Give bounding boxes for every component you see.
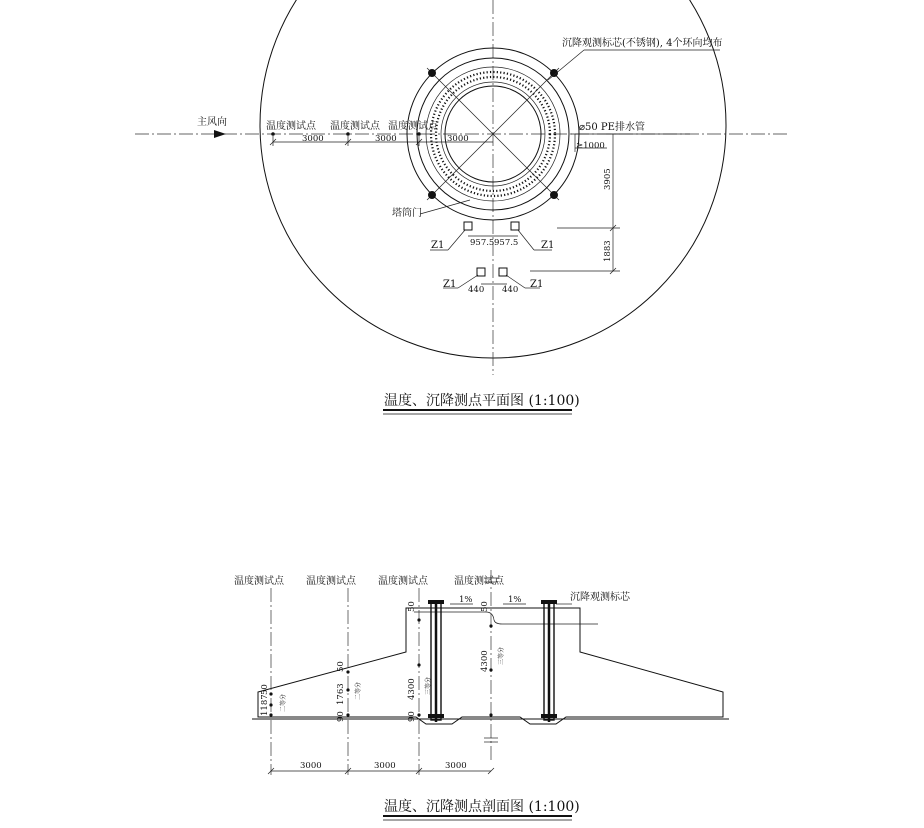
wind-direction-label: 主风向 <box>197 117 227 128</box>
temp-point-label-1: 温度测试点 <box>266 121 316 132</box>
z1-offset-left: 957.5 <box>470 238 495 248</box>
z1-label-2: Z1 <box>541 240 555 251</box>
z1-lower-right: 440 <box>502 285 519 295</box>
dim-90-b: 90 <box>407 711 417 722</box>
settlement-marker <box>550 191 558 199</box>
temp-point-marker <box>417 132 421 136</box>
section-temp-points <box>269 618 492 716</box>
section-settlement-label: 沉降观测标芯 <box>570 592 630 603</box>
z1-pile-marker <box>499 268 507 276</box>
dim-h-ped-2: 4300 <box>480 650 490 672</box>
slope-right-label: 1% <box>508 595 522 605</box>
tower-door-label: 塔筒门 <box>392 208 422 219</box>
plan-dim-spacing-3: 3000 <box>447 134 469 144</box>
dim-90-a: 90 <box>336 711 346 722</box>
z1-label-4: Z1 <box>530 279 544 290</box>
section-dim-bottom-1: 3000 <box>300 761 322 771</box>
dim-50-a: 50 <box>260 684 270 695</box>
top-slope-line <box>414 612 494 620</box>
section-title: 温度、沉降测点剖面图 (1:100) <box>384 799 580 815</box>
sub-label-4: 三等分 <box>498 646 505 665</box>
temp-point-label-2: 温度测试点 <box>330 121 380 132</box>
settlement-marker-label: 沉降观测标芯(不锈钢), 4个环向均布 <box>562 38 723 49</box>
section-temp-label-4: 温度测试点 <box>454 576 504 587</box>
dim-50-d: 50 <box>480 601 490 612</box>
z1-pile-marker <box>511 222 519 230</box>
dim-h-edge: 1187 <box>260 694 270 716</box>
z1-label-3: Z1 <box>443 279 457 290</box>
z1-offset-right: 957.5 <box>494 238 519 248</box>
z1-pile-marker <box>464 222 472 230</box>
sub-label-1: 二等分 <box>280 693 287 712</box>
wind-arrow-icon <box>214 130 226 138</box>
section-temp-label-2: 温度测试点 <box>306 576 356 587</box>
z1-pile-marker <box>477 268 485 276</box>
section-temp-label-1: 温度测试点 <box>234 576 284 587</box>
plan-view <box>135 0 790 414</box>
drain-offset-dim: ≥1000 <box>576 141 605 151</box>
z1-lower-left: 440 <box>468 285 485 295</box>
dim-h-mid: 1763 <box>336 683 346 705</box>
sub-label-3: 三等分 <box>425 676 432 695</box>
sub-label-2: 二等分 <box>355 681 362 700</box>
settlement-leader-line <box>548 50 584 80</box>
temp-point-marker <box>346 132 350 136</box>
section-dim-bottom-2: 3000 <box>374 761 396 771</box>
temp-point-label-3: 温度测试点 <box>388 121 438 132</box>
plan-dim-spacing-2: 3000 <box>375 134 397 144</box>
drain-pipe-label: ⌀50 PE排水管 <box>579 122 645 133</box>
plan-dim-vertical-2: 1883 <box>603 240 613 262</box>
dim-50-c: 50 <box>407 601 417 612</box>
slope-left-label: 1% <box>459 595 473 605</box>
tower-door-leader <box>420 200 470 214</box>
temp-point-marker <box>271 132 275 136</box>
section-temp-label-3: 温度测试点 <box>378 576 428 587</box>
plan-title: 温度、沉降测点平面图 (1:100) <box>384 393 580 409</box>
plan-dim-spacing-1: 3000 <box>302 134 324 144</box>
plan-dim-vertical-1: 3905 <box>603 168 613 190</box>
dim-50-b: 50 <box>336 661 346 672</box>
anchor-bolts <box>428 600 557 722</box>
z1-label-1: Z1 <box>431 240 445 251</box>
section-view <box>234 570 729 820</box>
settlement-marker <box>428 191 436 199</box>
section-dim-bottom-3: 3000 <box>445 761 467 771</box>
dim-h-ped-1: 4300 <box>407 678 417 700</box>
settlement-marker <box>428 69 436 77</box>
